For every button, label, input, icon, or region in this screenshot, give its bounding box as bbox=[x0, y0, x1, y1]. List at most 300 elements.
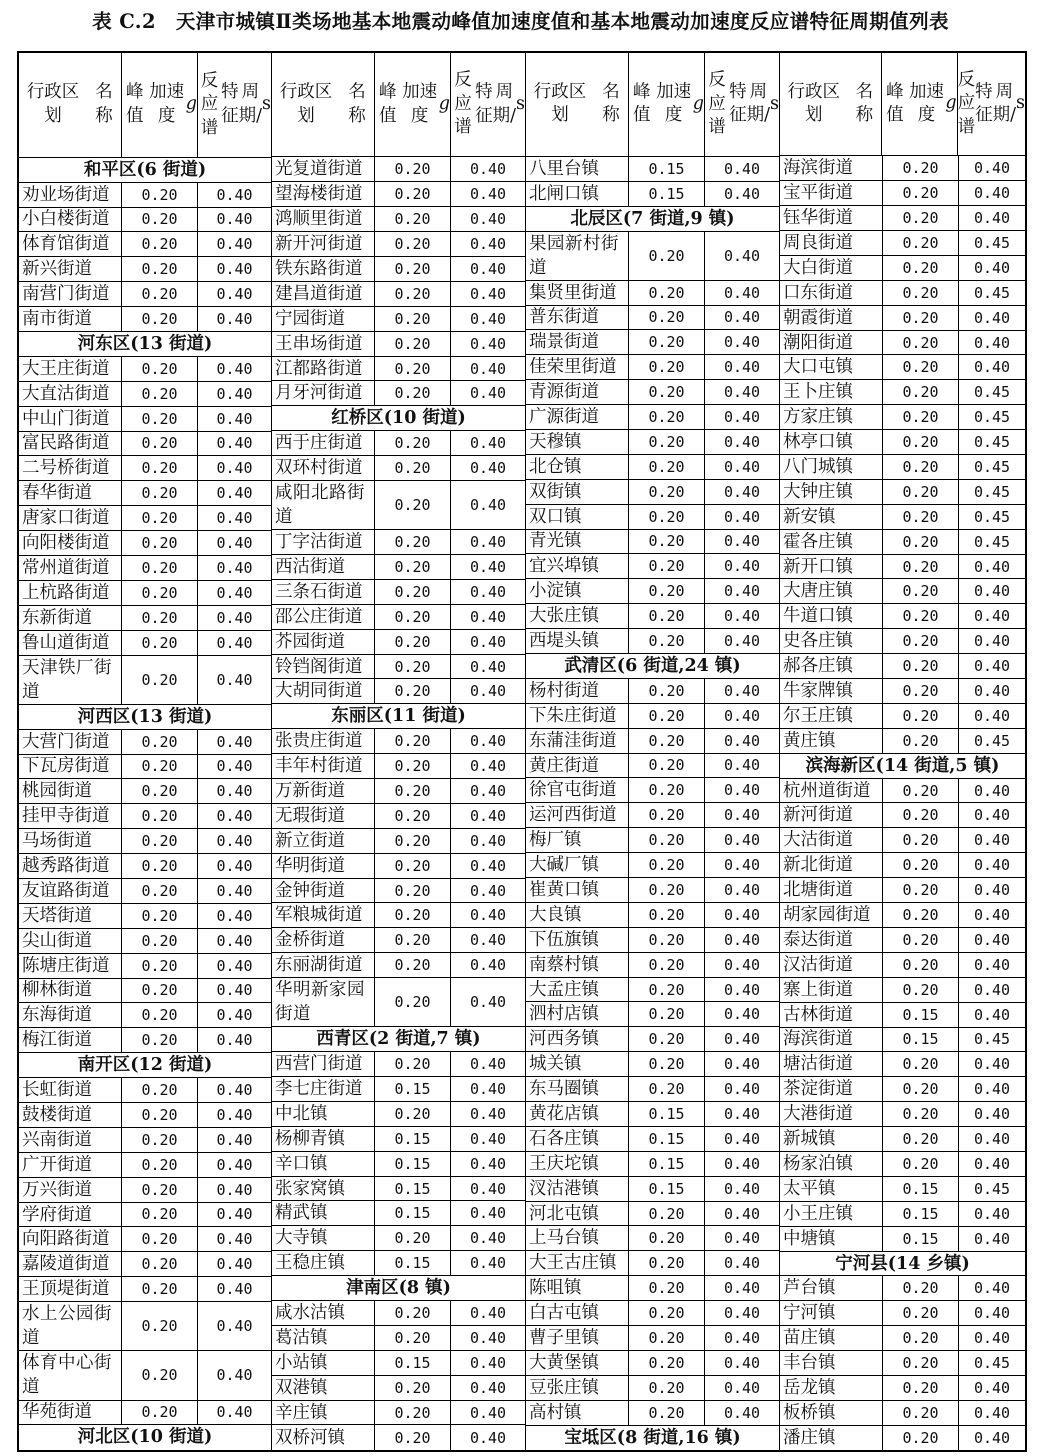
table-row bbox=[272, 729, 525, 754]
cell-pga: 0.20 bbox=[883, 455, 959, 479]
cell-period: 0.40 bbox=[973, 333, 1011, 352]
table-row bbox=[272, 978, 525, 1027]
cell-name: 葛沽镇 bbox=[272, 1326, 375, 1350]
cell-pga: 0.20 bbox=[122, 257, 198, 281]
cell-name: 王稳庄镇 bbox=[272, 1251, 375, 1275]
cell-name: 李七庄街道 bbox=[272, 1077, 375, 1101]
table-row bbox=[780, 355, 1025, 380]
cell-pga: 0.20 bbox=[883, 853, 959, 877]
cell-name: 方家庄镇 bbox=[780, 405, 883, 429]
cell-period: 0.40 bbox=[216, 757, 253, 776]
cell-pga: 0.20 bbox=[629, 754, 705, 778]
cell-pga: 0.20 bbox=[122, 1178, 198, 1202]
table-row bbox=[272, 879, 525, 904]
cell-name: 小王庄镇 bbox=[780, 1202, 883, 1226]
cell-pga: 0.20 bbox=[375, 555, 451, 579]
header-line: g bbox=[185, 94, 197, 115]
cell-name: 富民路街道 bbox=[19, 432, 122, 456]
cell-period: 0.40 bbox=[723, 1030, 761, 1049]
table-row bbox=[780, 1227, 1025, 1252]
cell-pga: 0.20 bbox=[629, 355, 705, 379]
cell-period: 0.40 bbox=[469, 993, 507, 1012]
cell-period: 0.40 bbox=[469, 334, 507, 353]
district-heading: 宁河县(14 乡镇) bbox=[780, 1252, 1025, 1277]
cell-name: 河北屯镇 bbox=[526, 1202, 629, 1226]
cell-pga: 0.20 bbox=[122, 904, 198, 928]
cell-name: 华苑街道 bbox=[19, 1401, 122, 1425]
cell-pga: 0.20 bbox=[883, 654, 959, 678]
header-line: g bbox=[945, 93, 957, 114]
cell-period: 0.40 bbox=[216, 732, 253, 751]
table-row bbox=[19, 1178, 271, 1203]
header-line: 周期/ bbox=[492, 82, 517, 126]
header-period bbox=[958, 53, 1025, 155]
cell-name: 天津铁厂街道 bbox=[19, 656, 122, 704]
cell-pga: 0.20 bbox=[883, 281, 959, 305]
cell-name: 双港镇 bbox=[272, 1376, 375, 1400]
header-name bbox=[526, 53, 629, 156]
cell-period: 0.40 bbox=[723, 681, 761, 700]
cell-period: 0.40 bbox=[216, 881, 253, 900]
cell-period: 0.45 bbox=[973, 482, 1011, 501]
cell-period: 0.40 bbox=[469, 359, 507, 378]
header-line: s bbox=[770, 93, 779, 114]
cell-pga: 0.20 bbox=[122, 1003, 198, 1027]
cell-name: 崔黄口镇 bbox=[526, 878, 629, 902]
cell-name: 向阳路街道 bbox=[19, 1227, 122, 1251]
cell-pga: 0.20 bbox=[122, 432, 198, 456]
cell-period: 0.40 bbox=[723, 607, 761, 626]
cell-period: 0.40 bbox=[723, 246, 761, 265]
cell-pga: 0.20 bbox=[629, 405, 705, 429]
cell-period: 0.40 bbox=[216, 558, 253, 577]
cell-name: 东蒲洼街道 bbox=[526, 729, 629, 753]
cell-name: 泗村店镇 bbox=[526, 1002, 629, 1026]
cell-pga: 0.20 bbox=[375, 953, 451, 977]
district-heading: 宝坻区(8 街道,16 镇) bbox=[564, 1427, 741, 1448]
cell-pga: 0.15 bbox=[629, 1177, 705, 1201]
cell-period: 0.40 bbox=[216, 1255, 253, 1274]
cell-period: 0.40 bbox=[973, 1105, 1011, 1124]
cell-period: 0.40 bbox=[723, 980, 761, 999]
cell-name: 东丽湖街道 bbox=[272, 953, 375, 977]
cell-name: 友谊路街道 bbox=[19, 879, 122, 903]
cell-pga: 0.20 bbox=[629, 853, 705, 877]
header-line: s bbox=[262, 94, 271, 115]
table-row bbox=[19, 904, 271, 929]
table-row bbox=[526, 1251, 779, 1276]
table-row bbox=[526, 380, 779, 405]
cell-name: 西营门街道 bbox=[272, 1052, 375, 1076]
cell-name: 广源街道 bbox=[526, 405, 629, 429]
table-row bbox=[19, 183, 271, 208]
table-row bbox=[526, 281, 779, 306]
table-row bbox=[272, 1152, 525, 1177]
cell-pga: 0.20 bbox=[883, 828, 959, 852]
cell-name: 体育馆街道 bbox=[19, 232, 122, 256]
header-period bbox=[451, 53, 525, 156]
header-line: 峰值 bbox=[379, 82, 397, 126]
cell-period: 0.40 bbox=[973, 1304, 1011, 1323]
table-row bbox=[272, 207, 525, 232]
table-row bbox=[780, 1276, 1025, 1301]
cell-name: 王顶堤街道 bbox=[19, 1277, 122, 1301]
cell-pga: 0.20 bbox=[629, 306, 705, 330]
cell-period: 0.40 bbox=[469, 284, 507, 303]
cell-period: 0.40 bbox=[723, 1179, 761, 1198]
cell-name: 大王庄街道 bbox=[19, 357, 122, 381]
table-row bbox=[19, 979, 271, 1004]
cell-name: 史各庄镇 bbox=[780, 629, 883, 653]
cell-name: 黄庄镇 bbox=[780, 729, 883, 753]
cell-pga: 0.20 bbox=[883, 355, 959, 379]
table-row bbox=[526, 430, 779, 455]
cell-pga: 0.20 bbox=[375, 978, 451, 1026]
cell-pga: 0.20 bbox=[375, 207, 451, 231]
table-row bbox=[272, 1226, 525, 1251]
cell-name: 高村镇 bbox=[526, 1401, 629, 1425]
cell-name: 大口屯镇 bbox=[780, 355, 883, 379]
cell-name: 江都路街道 bbox=[272, 357, 375, 381]
table-row bbox=[780, 1052, 1025, 1077]
cell-period: 0.40 bbox=[469, 657, 507, 676]
cell-pga: 0.20 bbox=[122, 307, 198, 331]
cell-name: 新开口镇 bbox=[780, 555, 883, 579]
table-row bbox=[526, 505, 779, 530]
cell-name: 双口镇 bbox=[526, 505, 629, 529]
cell-name: 王庆坨镇 bbox=[526, 1152, 629, 1176]
cell-period: 0.40 bbox=[723, 781, 761, 800]
cell-name: 下瓦房街道 bbox=[19, 755, 122, 779]
cell-pga: 0.20 bbox=[122, 1203, 198, 1227]
cell-pga: 0.20 bbox=[375, 1301, 451, 1325]
cell-period: 0.40 bbox=[973, 930, 1011, 949]
cell-name: 朝霞街道 bbox=[780, 306, 883, 330]
cell-name: 双桥河镇 bbox=[272, 1425, 375, 1450]
cell-period: 0.40 bbox=[973, 1080, 1011, 1099]
cell-name: 太平镇 bbox=[780, 1177, 883, 1201]
header-line: 特征 bbox=[729, 81, 747, 126]
cell-period: 0.40 bbox=[973, 209, 1011, 228]
cell-pga: 0.20 bbox=[375, 431, 451, 455]
table-row bbox=[780, 629, 1025, 654]
header-name bbox=[19, 53, 122, 157]
cell-period: 0.40 bbox=[469, 160, 507, 179]
table-row bbox=[526, 182, 779, 207]
table-row bbox=[272, 357, 525, 382]
table-row bbox=[19, 357, 271, 382]
cell-name: 黄花店镇 bbox=[526, 1102, 629, 1126]
cell-period: 0.40 bbox=[469, 459, 507, 478]
cell-pga: 0.20 bbox=[122, 581, 198, 605]
cell-period: 0.40 bbox=[973, 358, 1011, 377]
cell-name: 钰华街道 bbox=[780, 206, 883, 230]
table-row bbox=[780, 455, 1025, 480]
cell-name: 八门城镇 bbox=[780, 455, 883, 479]
cell-name: 东马圈镇 bbox=[526, 1077, 629, 1101]
cell-period: 0.40 bbox=[973, 1154, 1011, 1173]
header-line: 峰值 bbox=[126, 82, 144, 126]
cell-name: 丰年村街道 bbox=[272, 754, 375, 778]
cell-name: 西于庄街道 bbox=[272, 431, 375, 455]
cell-pga: 0.20 bbox=[883, 903, 959, 927]
header-pga bbox=[629, 53, 705, 156]
cell-pga: 0.20 bbox=[375, 332, 451, 356]
cell-name: 海滨街道 bbox=[780, 1028, 883, 1052]
cell-name: 新城镇 bbox=[780, 1127, 883, 1151]
cell-name: 佳荣里街道 bbox=[526, 355, 629, 379]
table-row bbox=[526, 978, 779, 1003]
header-line: 加速度 bbox=[402, 82, 438, 126]
cell-period: 0.40 bbox=[216, 384, 253, 403]
cell-name: 潮阳街道 bbox=[780, 331, 883, 355]
table-row bbox=[780, 1426, 1025, 1450]
table-row bbox=[780, 779, 1025, 804]
cell-pga: 0.20 bbox=[375, 182, 451, 206]
cell-pga: 0.20 bbox=[122, 481, 198, 505]
cell-period: 0.40 bbox=[973, 881, 1011, 900]
header-line: 行政区划 bbox=[787, 81, 840, 126]
cell-name: 杨村街道 bbox=[526, 679, 629, 703]
cell-name: 金桥街道 bbox=[272, 928, 375, 952]
cell-period: 0.40 bbox=[469, 1353, 507, 1372]
table-row bbox=[780, 953, 1025, 978]
cell-name: 邵公庄街道 bbox=[272, 605, 375, 629]
cell-pga: 0.20 bbox=[122, 879, 198, 903]
table-row bbox=[272, 804, 525, 829]
cell-period: 0.40 bbox=[216, 956, 253, 975]
cell-name: 古林街道 bbox=[780, 1003, 883, 1027]
cell-pga: 0.20 bbox=[883, 978, 959, 1002]
table-row bbox=[19, 257, 271, 282]
table-row bbox=[780, 181, 1025, 206]
district-heading: 滨海新区(14 街道,5 镇) bbox=[780, 754, 1025, 779]
cell-period: 0.40 bbox=[216, 857, 253, 876]
table-row bbox=[526, 828, 779, 853]
cell-period: 0.40 bbox=[723, 1229, 761, 1248]
cell-name: 唐家口街道 bbox=[19, 506, 122, 530]
table-row bbox=[19, 407, 271, 432]
cell-pga: 0.20 bbox=[883, 1401, 959, 1425]
table-row bbox=[526, 1052, 779, 1077]
cell-pga: 0.20 bbox=[122, 1302, 198, 1350]
table-row bbox=[272, 854, 525, 879]
cell-pga: 0.20 bbox=[883, 779, 959, 803]
cell-pga: 0.20 bbox=[629, 629, 705, 653]
table-row bbox=[19, 656, 271, 705]
cell-name: 普东街道 bbox=[526, 306, 629, 330]
cell-pga: 0.20 bbox=[883, 1052, 959, 1076]
cell-pga: 0.20 bbox=[122, 456, 198, 480]
header-line: 名称 bbox=[855, 81, 874, 126]
cell-pga: 0.20 bbox=[375, 530, 451, 554]
cell-pga: 0.20 bbox=[375, 829, 451, 853]
cell-period: 0.40 bbox=[469, 434, 507, 453]
cell-pga: 0.15 bbox=[883, 1227, 959, 1251]
cell-pga: 0.20 bbox=[883, 1426, 959, 1450]
cell-name: 鸿顺里街道 bbox=[272, 207, 375, 231]
cell-pga: 0.20 bbox=[375, 630, 451, 654]
cell-pga: 0.20 bbox=[629, 1276, 705, 1300]
cell-period: 0.40 bbox=[973, 806, 1011, 825]
table-row bbox=[780, 1351, 1025, 1376]
cell-pga: 0.20 bbox=[883, 1301, 959, 1325]
table-row bbox=[780, 1102, 1025, 1127]
table-row bbox=[272, 953, 525, 978]
table-row bbox=[272, 630, 525, 655]
table-row bbox=[526, 579, 779, 604]
table-row bbox=[526, 679, 779, 704]
cell-pga: 0.20 bbox=[883, 729, 959, 753]
table-row bbox=[526, 355, 779, 380]
cell-period: 0.40 bbox=[216, 1006, 253, 1025]
table-row bbox=[526, 629, 779, 654]
cell-name: 军粮城街道 bbox=[272, 903, 375, 927]
table-row bbox=[780, 978, 1025, 1003]
cell-pga: 0.20 bbox=[375, 257, 451, 281]
cell-pga: 0.20 bbox=[375, 580, 451, 604]
table-row bbox=[526, 1301, 779, 1326]
cell-period: 0.40 bbox=[973, 557, 1011, 576]
table-row bbox=[19, 606, 271, 631]
cell-period: 0.40 bbox=[723, 1204, 761, 1223]
table-row bbox=[272, 1077, 525, 1102]
table-row bbox=[780, 679, 1025, 704]
table-row bbox=[780, 380, 1025, 405]
cell-pga: 0.20 bbox=[375, 854, 451, 878]
cell-period: 0.40 bbox=[469, 906, 507, 925]
cell-period: 0.40 bbox=[469, 235, 507, 254]
cell-period: 0.45 bbox=[973, 457, 1011, 476]
cell-pga: 0.20 bbox=[375, 456, 451, 480]
cell-pga: 0.20 bbox=[375, 879, 451, 903]
cell-name: 向阳楼街道 bbox=[19, 531, 122, 555]
cell-period: 0.40 bbox=[469, 309, 507, 328]
cell-name: 小淀镇 bbox=[526, 579, 629, 603]
cell-name: 春华街道 bbox=[19, 481, 122, 505]
cell-name: 大营门街道 bbox=[19, 730, 122, 754]
cell-name: 徐官屯街道 bbox=[526, 778, 629, 802]
cell-period: 0.40 bbox=[723, 408, 761, 427]
table-row bbox=[526, 729, 779, 754]
cell-pga: 0.20 bbox=[629, 232, 705, 280]
cell-pga: 0.20 bbox=[629, 530, 705, 554]
cell-name: 咸阳北路街道 bbox=[272, 481, 375, 529]
cell-pga: 0.20 bbox=[883, 206, 959, 230]
cell-period: 0.40 bbox=[723, 1055, 761, 1074]
cell-pga: 0.15 bbox=[883, 1003, 959, 1027]
table-column-block bbox=[17, 51, 271, 1452]
table-row bbox=[272, 332, 525, 357]
table-row bbox=[526, 778, 779, 803]
cell-period: 0.40 bbox=[973, 1130, 1011, 1148]
cell-pga: 0.15 bbox=[883, 1177, 959, 1201]
table-header bbox=[526, 53, 779, 157]
cell-name: 兴南街道 bbox=[19, 1128, 122, 1152]
cell-name: 岳龙镇 bbox=[780, 1376, 883, 1400]
cell-pga: 0.20 bbox=[122, 730, 198, 754]
cell-period: 0.40 bbox=[469, 781, 507, 800]
table-row bbox=[19, 1028, 271, 1053]
table-row bbox=[526, 330, 779, 355]
table-row bbox=[780, 604, 1025, 629]
table-row bbox=[272, 1351, 525, 1376]
cell-name: 大白街道 bbox=[780, 256, 883, 280]
cell-name: 杭州道街道 bbox=[780, 779, 883, 803]
cell-period: 0.40 bbox=[469, 210, 507, 229]
cell-pga: 0.20 bbox=[883, 704, 959, 728]
cell-pga: 0.15 bbox=[629, 1102, 705, 1126]
cell-name: 嘉陵道街道 bbox=[19, 1252, 122, 1276]
table-row bbox=[780, 1127, 1025, 1152]
cell-period: 0.40 bbox=[723, 905, 761, 924]
header-name bbox=[780, 53, 882, 155]
table-row bbox=[780, 156, 1025, 181]
cell-name: 广开街道 bbox=[19, 1153, 122, 1177]
cell-pga: 0.20 bbox=[883, 331, 959, 355]
cell-period: 0.40 bbox=[216, 906, 253, 925]
cell-period: 0.40 bbox=[973, 856, 1011, 875]
cell-name: 王串场街道 bbox=[272, 332, 375, 356]
cell-name: 东海街道 bbox=[19, 1003, 122, 1027]
cell-name: 万兴街道 bbox=[19, 1178, 122, 1202]
table-row bbox=[272, 555, 525, 580]
cell-pga: 0.20 bbox=[629, 828, 705, 852]
cell-period: 0.40 bbox=[469, 185, 507, 204]
cell-name: 陈咀镇 bbox=[526, 1276, 629, 1300]
table-row bbox=[19, 1277, 271, 1302]
header-line: 峰值 bbox=[633, 81, 651, 126]
cell-period: 0.40 bbox=[973, 1329, 1011, 1348]
cell-pga: 0.20 bbox=[122, 929, 198, 953]
cell-name: 二号桥街道 bbox=[19, 456, 122, 480]
cell-name: 芥园街道 bbox=[272, 630, 375, 654]
table-row bbox=[780, 256, 1025, 281]
table-row bbox=[19, 1153, 271, 1178]
cell-pga: 0.15 bbox=[375, 1177, 451, 1201]
table-row bbox=[19, 1103, 271, 1128]
cell-pga: 0.20 bbox=[629, 1202, 705, 1226]
table-row bbox=[19, 382, 271, 407]
cell-pga: 0.20 bbox=[629, 1027, 705, 1051]
table-row bbox=[19, 929, 271, 954]
table-row bbox=[19, 481, 271, 506]
cell-period: 0.45 bbox=[973, 383, 1011, 402]
cell-name: 柳林街道 bbox=[19, 979, 122, 1003]
cell-period: 0.40 bbox=[973, 1055, 1011, 1074]
header-line: 行政区划 bbox=[533, 81, 587, 126]
header-line: 行政区划 bbox=[279, 82, 333, 126]
cell-period: 0.40 bbox=[469, 1229, 507, 1248]
cell-name: 尖山街道 bbox=[19, 929, 122, 953]
cell-pga: 0.20 bbox=[883, 579, 959, 603]
table-row bbox=[272, 605, 525, 630]
cell-pga: 0.20 bbox=[629, 480, 705, 504]
cell-pga: 0.20 bbox=[122, 357, 198, 381]
cell-name: 果园新村街道 bbox=[526, 232, 629, 280]
table-row bbox=[526, 1102, 779, 1127]
cell-period: 0.40 bbox=[723, 1304, 761, 1323]
cell-period: 0.45 bbox=[973, 507, 1011, 526]
table-row bbox=[526, 1127, 779, 1152]
cell-period: 0.40 bbox=[469, 1204, 507, 1223]
cell-period: 0.40 bbox=[216, 1205, 253, 1224]
cell-pga: 0.20 bbox=[883, 928, 959, 952]
table-row bbox=[780, 1028, 1025, 1053]
cell-period: 0.40 bbox=[723, 333, 761, 352]
cell-period: 0.40 bbox=[216, 310, 253, 328]
table-row bbox=[272, 431, 525, 456]
